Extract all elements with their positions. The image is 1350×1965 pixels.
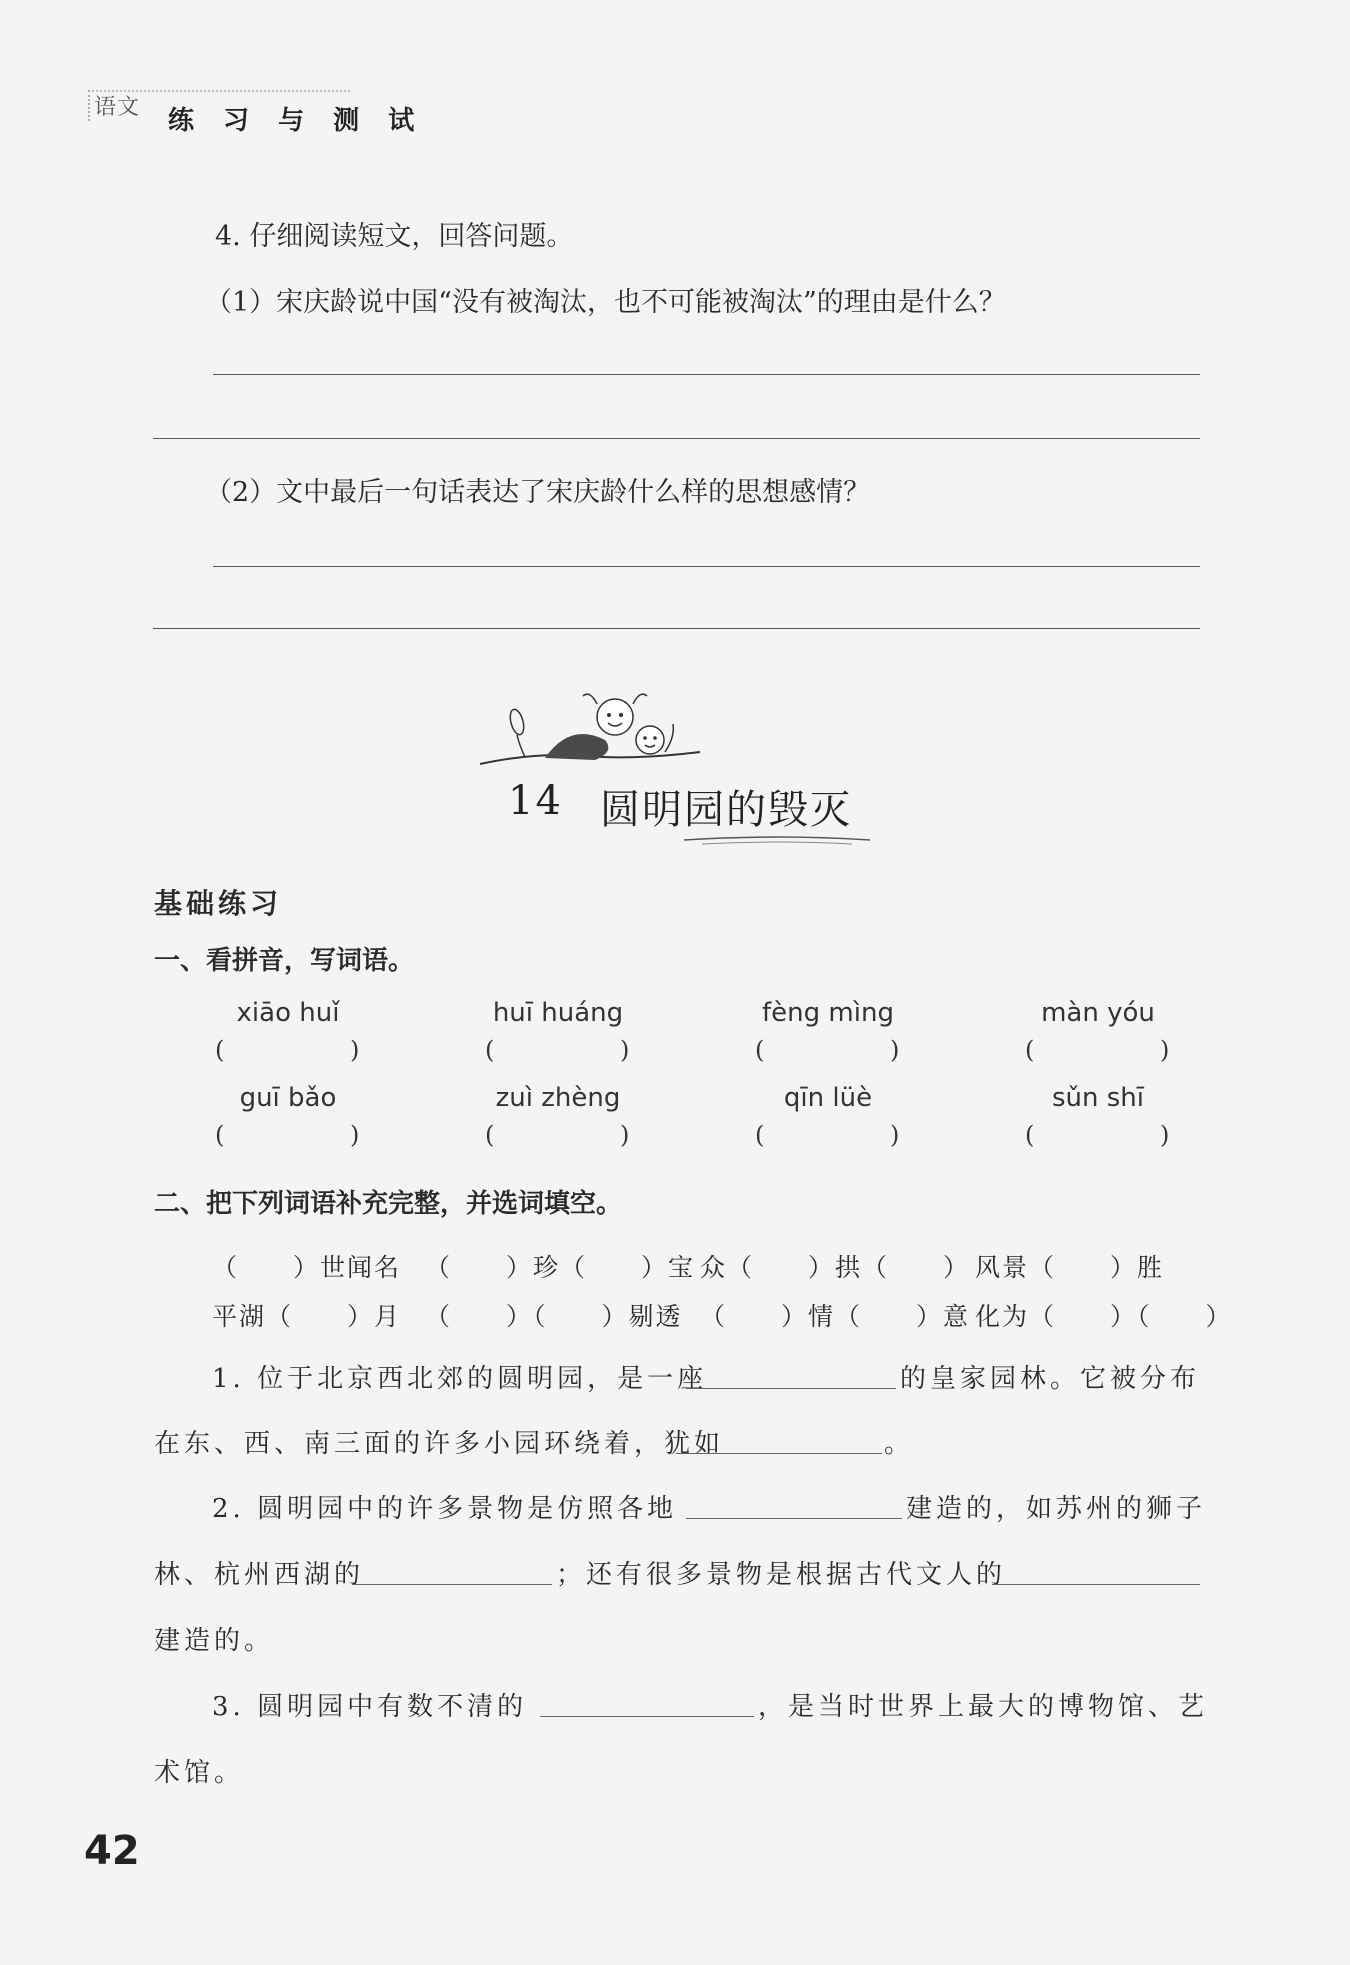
idiom-item: （ ）（ ）剔透 <box>425 1302 683 1331</box>
answer-box-open: ( <box>215 1121 225 1149</box>
answer-box-close: ) <box>350 1036 360 1064</box>
pinyin-item: huī huáng <box>492 998 624 1028</box>
sentence-1-part-a: 1. 位于北京西北郊的圆明园，是一座 <box>212 1364 708 1394</box>
answer-box-close: ) <box>620 1121 630 1149</box>
answer-box-open: ( <box>1025 1121 1035 1149</box>
lesson-title: 圆明园的毁灭 <box>600 787 852 833</box>
section-heading: 基础练习 <box>154 887 283 920</box>
fill-blank[interactable] <box>686 1388 896 1389</box>
sentence-2-part-c: 林、杭州西湖的 <box>154 1560 365 1590</box>
idiom-item: 平湖（ ）月 <box>212 1302 402 1331</box>
sentence-1-part-b: 的皇家园林。它被分布 <box>900 1364 1201 1394</box>
page-number: 42 <box>84 1828 140 1874</box>
answer-box-close: ) <box>350 1121 360 1149</box>
book-title: 练 习 与 测 试 <box>168 106 425 136</box>
answer-box-close: ) <box>1160 1121 1170 1149</box>
pinyin-item: qīn lüè <box>783 1083 873 1113</box>
sentence-3-part-a: 3. 圆明园中有数不清的 <box>212 1692 528 1722</box>
answer-line[interactable] <box>213 566 1200 567</box>
answer-box-open: ( <box>755 1036 765 1064</box>
answer-box-open: ( <box>755 1121 765 1149</box>
fill-blank[interactable] <box>352 1584 552 1585</box>
sentence-2-part-b: 建造的，如苏州的狮子 <box>906 1494 1207 1524</box>
answer-line[interactable] <box>153 628 1200 629</box>
answer-box-open: ( <box>215 1036 225 1064</box>
sentence-3-part-c: 术馆。 <box>154 1758 245 1788</box>
fill-blank[interactable] <box>686 1518 902 1519</box>
sentence-2-part-a: 2. 圆明园中的许多景物是仿照各地 <box>212 1494 678 1524</box>
title-underline-decoration <box>682 832 872 848</box>
sentence-1-part-c: 在东、西、南三面的许多小园环绕着，犹如 <box>154 1429 725 1459</box>
question-4-1: （1）宋庆龄说中国“没有被淘汰，也不可能被淘汰”的理由是什么？ <box>205 287 1006 318</box>
idiom-item: （ ）情（ ）意 <box>700 1302 971 1331</box>
lesson-number: 14 <box>508 778 563 824</box>
answer-line[interactable] <box>153 438 1200 439</box>
fill-blank[interactable] <box>992 1584 1200 1585</box>
question-4: 4. 仔细阅读短文，回答问题。 <box>215 221 574 252</box>
answer-box-close: ) <box>620 1036 630 1064</box>
pinyin-item: xiāo huǐ <box>236 998 340 1028</box>
pinyin-item: sǔn shī <box>1051 1083 1144 1113</box>
answer-box-close: ) <box>890 1121 900 1149</box>
answer-line[interactable] <box>213 374 1200 375</box>
sentence-1-part-d: 。 <box>884 1429 915 1459</box>
fill-blank[interactable] <box>676 1453 882 1454</box>
pinyin-item: fèng mìng <box>762 998 894 1028</box>
answer-box-open: ( <box>1025 1036 1035 1064</box>
idiom-item: 众（ ）拱（ ） <box>700 1253 971 1282</box>
answer-box-open: ( <box>485 1121 495 1149</box>
idiom-item: （ ）珍（ ）宝 <box>425 1253 696 1282</box>
pinyin-item: màn yóu <box>1041 998 1155 1028</box>
part-1-heading: 一、看拼音，写词语。 <box>154 946 415 976</box>
sentence-2-part-d: ；还有很多景物是根据古代文人的 <box>556 1560 1007 1590</box>
sentence-2-part-e: 建造的。 <box>154 1626 275 1656</box>
pinyin-item: zuì zhèng <box>495 1083 621 1113</box>
answer-box-close: ) <box>1160 1036 1170 1064</box>
fill-blank[interactable] <box>540 1716 754 1717</box>
part-2-heading: 二、把下列词语补充完整，并选词填空。 <box>154 1189 623 1219</box>
children-illustration <box>475 682 705 772</box>
pinyin-item: guī bǎo <box>239 1083 337 1113</box>
idiom-item: 风景（ ）胜 <box>975 1253 1165 1282</box>
idiom-item: 化为（ ）（ ） <box>975 1302 1233 1331</box>
question-4-2: （2）文中最后一句话表达了宋庆龄什么样的思想感情？ <box>205 477 871 508</box>
sentence-3-part-b: ，是当时世界上最大的博物馆、艺 <box>758 1692 1209 1722</box>
idiom-item: （ ）世闻名 <box>212 1253 402 1282</box>
answer-box-close: ) <box>890 1036 900 1064</box>
answer-box-open: ( <box>485 1036 495 1064</box>
subject-tag: 语文 <box>88 90 140 121</box>
